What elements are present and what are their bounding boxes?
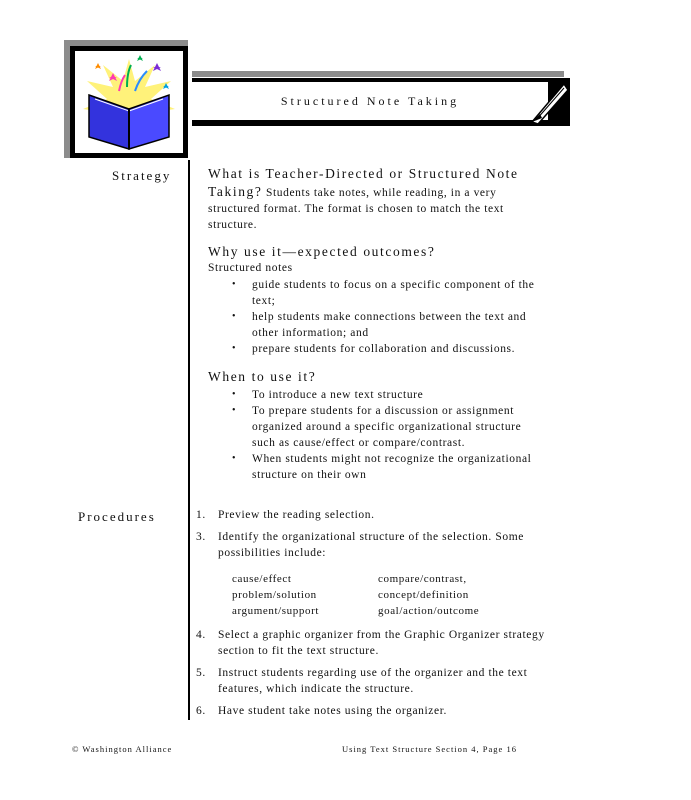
structure-examples <box>232 571 546 619</box>
q1-title: What is Teacher-Directed or Structured Note <box>208 166 519 181</box>
page-title: Structured Note Taking <box>280 94 460 108</box>
step-number: 4. <box>196 629 206 641</box>
list-item: • When students might not recognize the organizational structure on their own <box>232 451 548 483</box>
vertical-divider <box>188 160 190 720</box>
step-number: 5. <box>196 667 206 679</box>
footer-copyright: © Washington Alliance <box>72 744 173 754</box>
strategy-q2 <box>208 244 548 357</box>
step-number: 1. <box>196 509 206 521</box>
step-text: Preview the reading selection. <box>218 509 375 521</box>
title-bar-shadow <box>192 71 564 77</box>
list-item: • guide students to focus on a specific component of the text; <box>232 277 548 309</box>
strategy-q3 <box>208 369 548 483</box>
structure-row <box>232 587 546 603</box>
procedure-step <box>196 627 546 659</box>
structure-cell: argument/support <box>232 605 319 617</box>
q3-title: When to use it? <box>208 369 317 384</box>
procedure-list <box>196 507 546 719</box>
q2-bullet-list <box>232 277 548 357</box>
q2-title: Why use it—expected outcomes? <box>208 244 436 259</box>
structure-cell: concept/definition <box>378 589 469 601</box>
procedure-step <box>196 703 546 719</box>
procedure-step <box>196 529 546 561</box>
list-item: • help students make connections between the text and other information; and <box>232 309 548 341</box>
pen-nib-icon <box>530 80 570 124</box>
list-item: • To prepare students for a discussion or assignment organized around a specific organizational structure such as cause/effect or compare/contrast. <box>232 403 548 451</box>
q1-body: Students take notes, while reading, in a very structured format. The format is chosen to match the text structure. <box>208 187 504 231</box>
step-number: 3. <box>196 531 206 543</box>
step-text: Select a graphic organizer from the Graphic Organizer strategy section to fit the text structure. <box>218 629 545 657</box>
structure-row <box>232 603 546 619</box>
open-book-with-stars-icon <box>75 51 183 153</box>
procedure-step <box>196 507 546 523</box>
q1-paragraph <box>208 184 548 233</box>
structure-cell: problem/solution <box>232 589 317 601</box>
list-item: • prepare students for collaboration and discussions. <box>232 341 548 357</box>
section-label-strategy: Strategy <box>112 168 172 183</box>
book-illustration-frame <box>70 46 188 158</box>
list-item: • To introduce a new text structure <box>232 387 548 403</box>
structure-row <box>232 571 546 587</box>
q3-bullet-list <box>232 387 548 483</box>
footer-page-info: Using Text Structure Section 4, Page 16 <box>342 744 517 754</box>
structure-cell: goal/action/outcome <box>378 605 480 617</box>
step-number: 6. <box>196 705 206 717</box>
procedure-step <box>196 665 546 697</box>
q1-title-cont: Taking? <box>208 184 263 199</box>
structure-cell: cause/effect <box>232 573 292 585</box>
strategy-q1 <box>208 166 548 233</box>
structure-cell: compare/contrast, <box>378 573 467 585</box>
step-text: Identify the organizational structure of the selection. Some possibilities include: <box>218 531 524 559</box>
q2-intro: Structured notes <box>208 262 293 274</box>
section-label-procedures: Procedures <box>78 509 156 524</box>
step-text: Instruct students regarding use of the organizer and the text features, which indicate the structure. <box>218 667 528 695</box>
step-text: Have student take notes using the organizer. <box>218 705 447 717</box>
